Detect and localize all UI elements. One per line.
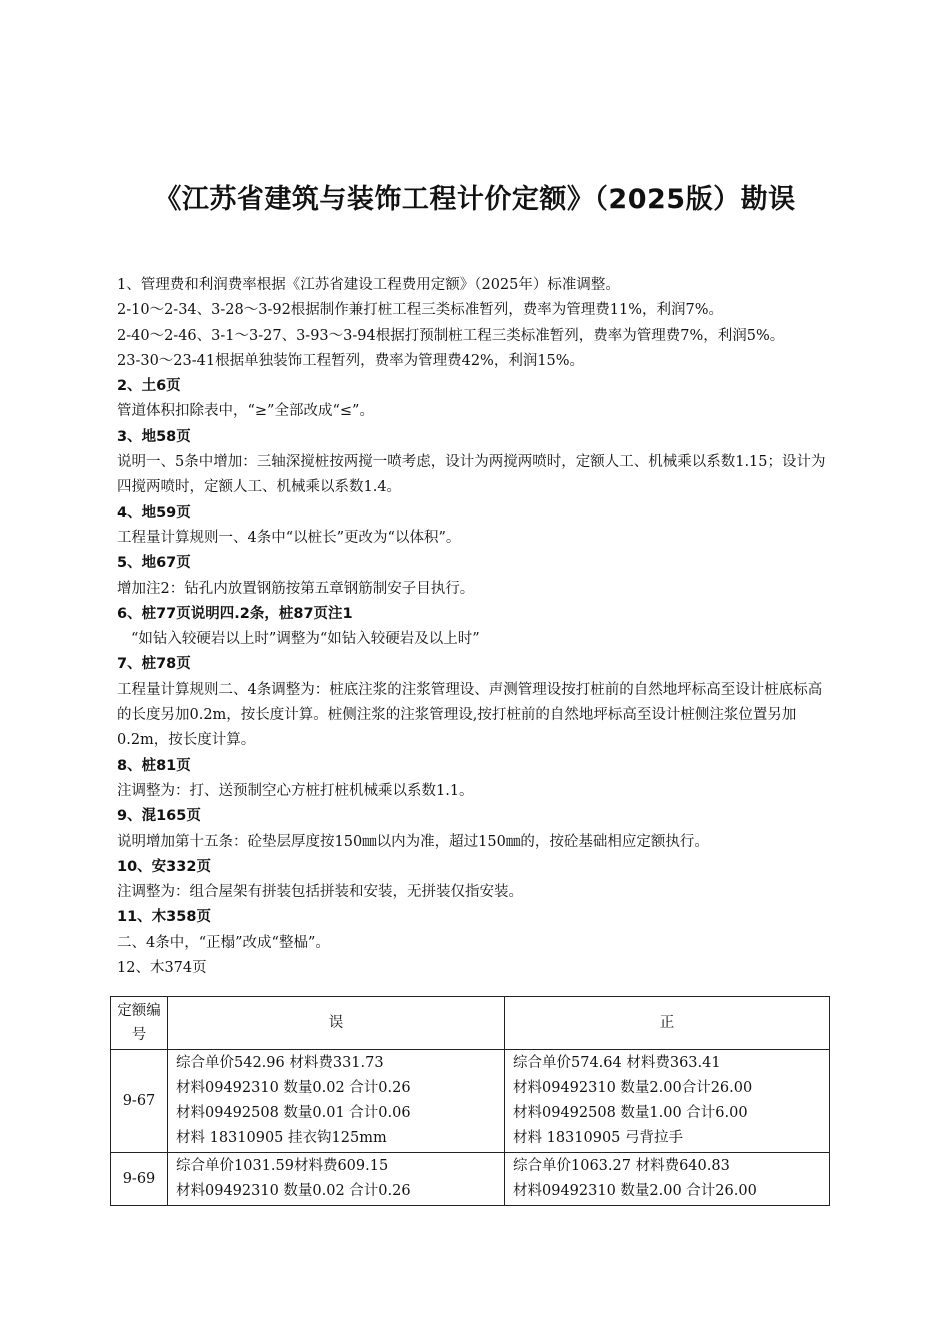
item-text: 2-10～2-34、3-28～3-92根据制作兼打桩工程三类标准暂列，费率为管理费11%，利润7%。 xyxy=(117,302,724,319)
item-heading: 4、地59页 xyxy=(117,504,191,521)
cell-line: 材料09492310 数量0.02 合计0.26 xyxy=(176,1183,411,1199)
cell-line: 综合单价1031.59材料费609.15 xyxy=(176,1158,389,1174)
item-text: 工程量计算规则一、4条中“以桩长”更改为“以体积”。 xyxy=(117,529,461,546)
row-code: 9-69 xyxy=(111,1153,168,1206)
item-heading: 1、管理费和利润费率根据《江苏省建设工程费用定额》（2025年）标准调整。 xyxy=(117,277,620,293)
item-text: 2-40～2-46、3-1～3-27、3-93～3-94根据打预制桩工程三类标准暂列，费率为管理费7%，利润5%。 xyxy=(117,327,785,344)
item-text: 工程量计算规则二、4条调整为：桩底注浆的注浆管理设、声测管理设按打桩前的自然地坪标高至设计桩底标高的长度另加0.2m，按长度计算。桩侧注浆的注浆管理设,按打桩前的自然地坪标高至设计桩侧注浆位置另加0.2m，按长度计算。 xyxy=(117,681,823,749)
row-code: 9-67 xyxy=(111,1050,168,1153)
header-code: 定额编号 xyxy=(111,997,168,1050)
cell-line: 材料09492310 数量2.00 合计26.00 xyxy=(513,1183,757,1199)
item-heading: 5、地67页 xyxy=(117,555,191,572)
row-right xyxy=(505,1153,830,1206)
cell-line: 综合单价1063.27 材料费640.83 xyxy=(513,1158,730,1174)
cell-line: 综合单价542.96 材料费331.73 xyxy=(176,1055,384,1071)
item-text: 注调整为：组合屋架有拼装包括拼装和安装，无拼装仅指安装。 xyxy=(117,884,523,901)
item-text: 说明一、5条中增加：三轴深搅桩按两搅一喷考虑，设计为两搅两喷时，定额人工、机械乘以系数1.15；设计为四搅两喷时，定额人工、机械乘以系数1.4。 xyxy=(117,454,826,496)
item-heading: 11、木358页 xyxy=(117,909,211,926)
item-heading: 6、桩77页说明四.2条，桩87页注1 xyxy=(117,605,353,622)
item-text: 说明增加第十五条：砼垫层厚度按150㎜以内为准，超过150㎜的，按砼基础相应定额执行。 xyxy=(117,833,709,850)
document-title: 《江苏省建筑与装饰工程计价定额》（2025版）勘误 xyxy=(154,184,796,215)
errata-table xyxy=(110,996,830,1206)
item-text: 二、4条中，“正榻”改成“整榀”。 xyxy=(117,934,330,951)
item-text: 增加注2：钻孔内放置钢筋按第五章钢筋制安子目执行。 xyxy=(117,580,475,597)
header-wrong: 误 xyxy=(168,997,505,1050)
item-heading: 10、安332页 xyxy=(117,858,211,875)
table-header-row xyxy=(111,997,830,1050)
cell-line: 材料09492508 数量0.01 合计0.06 xyxy=(176,1105,411,1121)
cell-line: 材料 18310905 挂衣钩125mm xyxy=(176,1130,387,1146)
cell-line: 材料09492310 数量0.02 合计0.26 xyxy=(176,1080,411,1096)
table-row xyxy=(111,1153,830,1206)
row-wrong xyxy=(168,1050,505,1153)
errata-body xyxy=(117,273,829,981)
header-right: 正 xyxy=(505,997,830,1050)
item-text: 注调整为：打、送预制空心方桩打桩机械乘以系数1.1。 xyxy=(117,782,474,799)
item-text: “如钻入较硬岩以上时”调整为“如钻入较硬岩及以上时” xyxy=(131,631,480,648)
cell-line: 综合单价574.64 材料费363.41 xyxy=(513,1055,721,1071)
item-heading: 2、土6页 xyxy=(117,378,181,395)
item-heading: 7、桩78页 xyxy=(117,656,191,673)
cell-line: 材料09492508 数量1.00 合计6.00 xyxy=(513,1105,748,1121)
row-wrong xyxy=(168,1153,505,1206)
cell-line: 材料09492310 数量2.00合计26.00 xyxy=(513,1080,753,1096)
item-text: 管道体积扣除表中，“≥”全部改成“≤”。 xyxy=(117,403,374,420)
row-right xyxy=(505,1050,830,1153)
item-heading: 12、木374页 xyxy=(117,960,207,977)
item-heading: 8、桩81页 xyxy=(117,757,191,774)
item-text: 23-30～23-41根据单独装饰工程暂列，费率为管理费42%，利润15%。 xyxy=(117,352,585,369)
item-heading: 9、混165页 xyxy=(117,808,201,825)
cell-line: 材料 18310905 弓背拉手 xyxy=(513,1130,684,1146)
item-heading: 3、地58页 xyxy=(117,428,191,445)
table-row xyxy=(111,1050,830,1153)
